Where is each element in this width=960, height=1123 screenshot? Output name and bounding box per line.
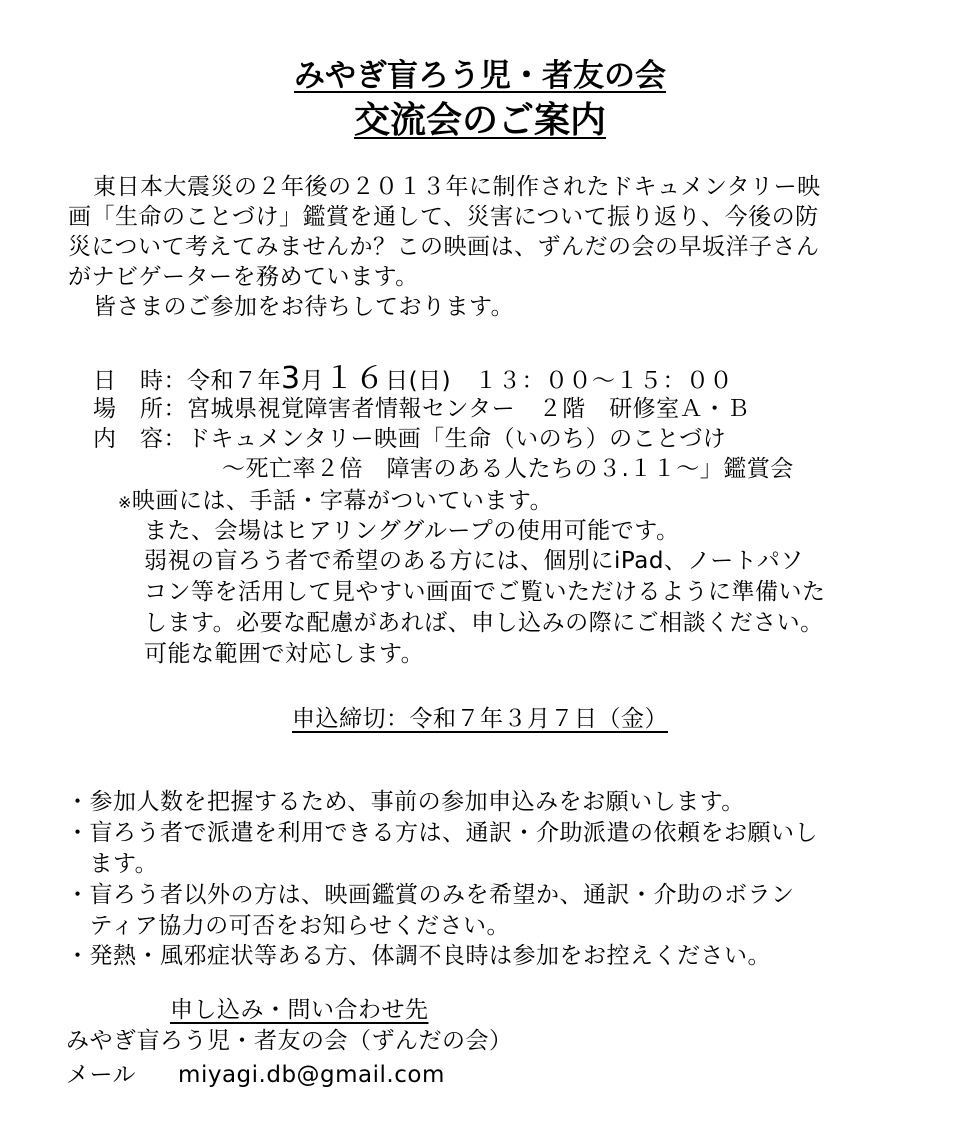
- note-line: 弱視の盲ろう者で希望のある方には、個別にiPad、ノートパソ: [144, 548, 804, 574]
- intro-line: 災について考えてみませんか？この映画は、ずんだの会の早坂洋子さん: [68, 234, 820, 260]
- content-value: ドキュメンタリー映画「生命（いのち）のことづけ: [187, 426, 727, 452]
- place-label: 場 所：: [93, 396, 187, 422]
- date-row: [93, 362, 733, 398]
- list-item: ます。: [66, 851, 159, 877]
- deadline: 申込締切：令和７年３月７日（金）: [292, 706, 668, 732]
- intro-line: がナビゲーターを務めています。: [68, 264, 419, 290]
- intro-line: 東日本大震災の２年後の２０１３年に制作されたドキュメンタリー映: [93, 174, 821, 200]
- content-row: [93, 424, 726, 454]
- content-subtitle: 〜死亡率２倍 障害のある人たちの３.１１〜」鑑賞会: [222, 456, 794, 482]
- note-line: します。必要な配慮があれば、申し込みの際にご相談ください。: [144, 610, 824, 636]
- org-title: みやぎ盲ろう児・者友の会: [294, 58, 666, 94]
- list-item: ・盲ろう者で派遣を利用できる方は、通訳・介助派遣の依頼をお願いし: [66, 820, 818, 846]
- mail-label: メール: [66, 1062, 137, 1088]
- list-item: ティア協力の可否をお知らせください。: [66, 913, 510, 939]
- intro-line: 画「生命のことづけ」鑑賞を通して、災害について振り返り、今後の防: [68, 204, 819, 230]
- email-link[interactable]: miyagi.db@gmail.com: [178, 1062, 445, 1088]
- intro-line: 皆さまのご参加をお待ちしております。: [93, 294, 515, 320]
- list-item: ・盲ろう者以外の方は、映画鑑賞のみを希望か、通訳・介助のボラン: [66, 882, 795, 908]
- note-line: コン等を活用して見やすい画面でご覧いただけるように準備いた: [144, 579, 826, 605]
- contact-heading: 申し込み・問い合わせ先: [170, 997, 429, 1023]
- list-item: ・参加人数を把握するため、事前の参加申込みをお願いします。: [66, 789, 745, 815]
- note-line: 可能な範囲で対応します。: [144, 641, 425, 667]
- contact-org: みやぎ盲ろう児・者友の会（ずんだの会）: [66, 1028, 513, 1054]
- note-line: ※映画には、手話・字幕がついています。: [118, 488, 554, 514]
- note-mark: ※: [118, 493, 132, 512]
- content-label: 内 容：: [93, 426, 187, 452]
- contact-mail-row: [66, 1060, 445, 1090]
- date-label: 日 時：: [93, 368, 187, 394]
- date-value: 令和７年3月１６日(日) １３：００〜１５：００: [187, 361, 734, 396]
- list-item: ・発熱・風邪症状等ある方、体調不良時は参加をお控えください。: [66, 943, 771, 969]
- place-value: 宮城県視覚障害者情報センター ２階 研修室Ａ・Ｂ: [187, 396, 751, 422]
- note-line: また、会場はヒアリンググループの使用可能です。: [144, 518, 680, 544]
- page-title: 交流会のご案内: [353, 100, 606, 141]
- place-row: [93, 394, 750, 424]
